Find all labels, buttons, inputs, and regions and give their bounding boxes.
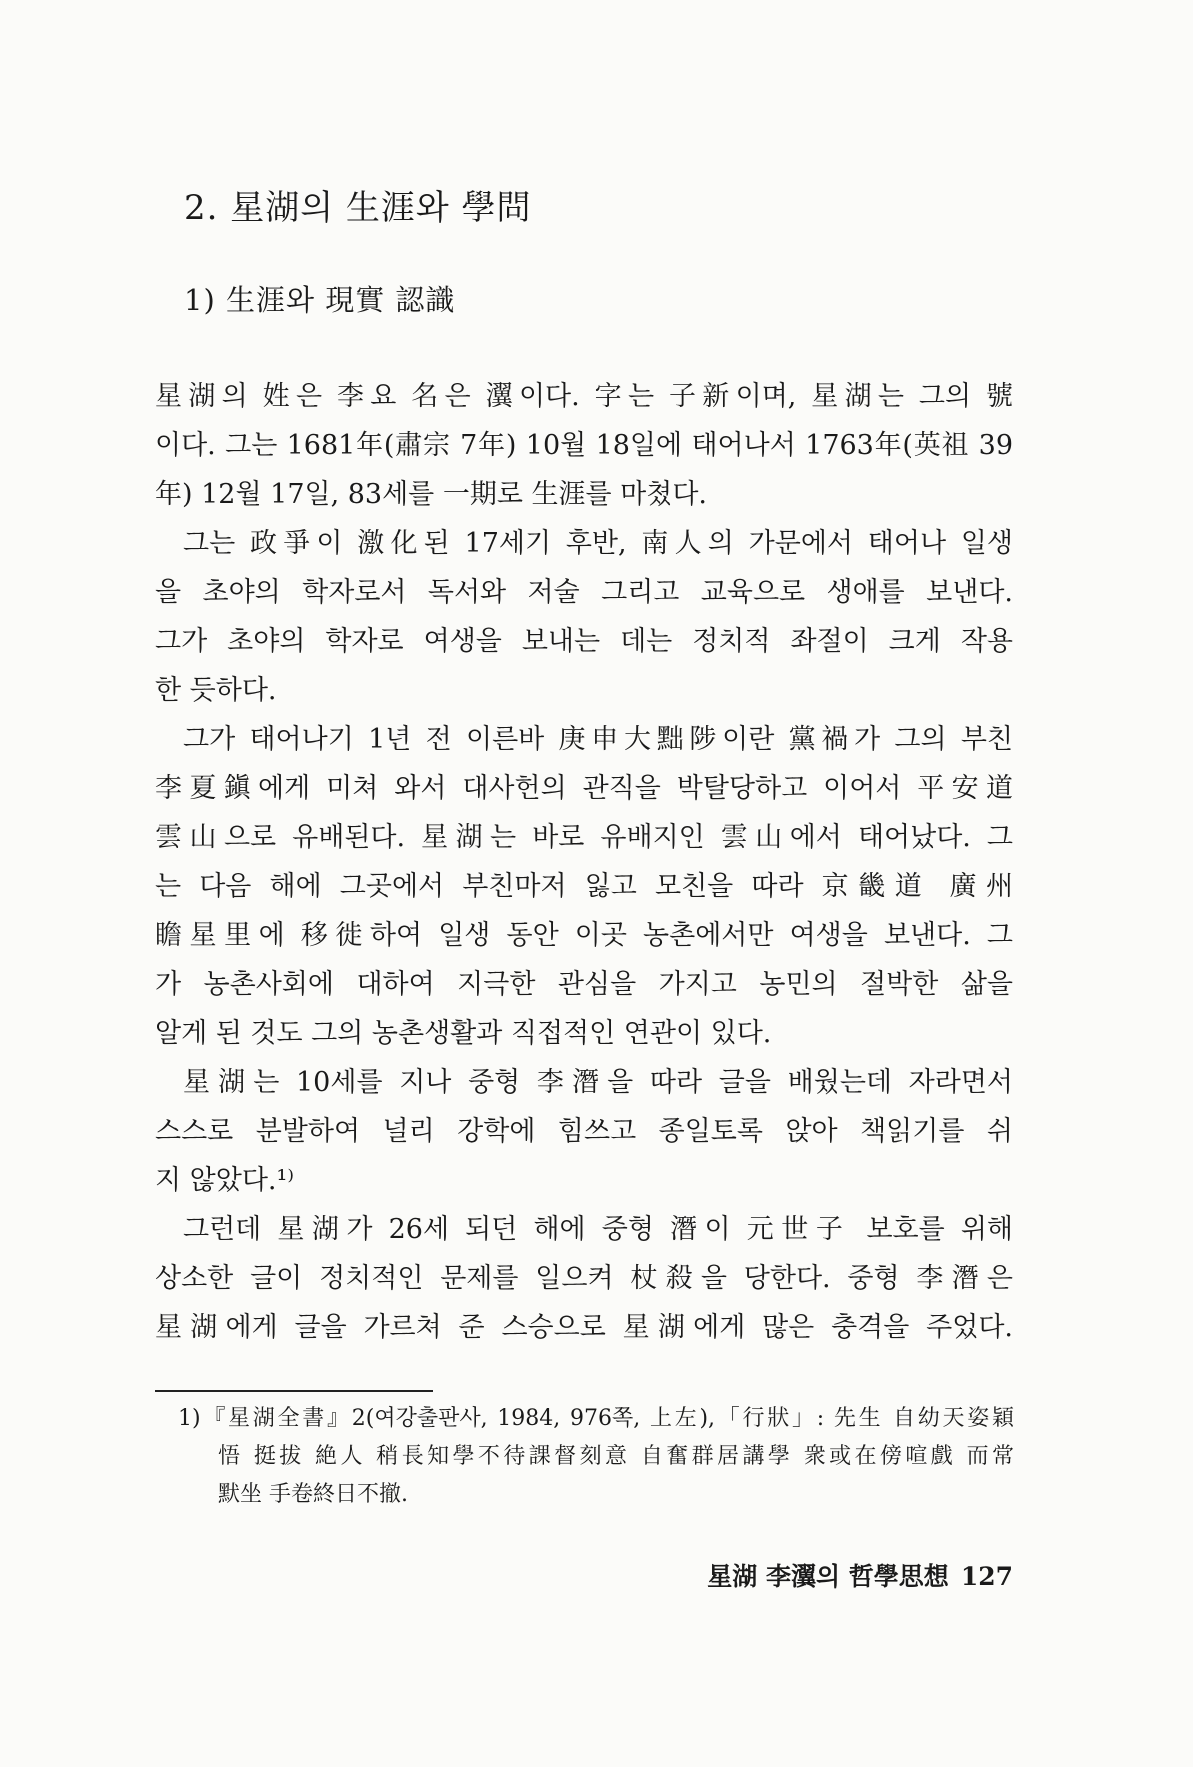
body-line: 그가 태어나기 1년 전 이른바 庚申大黜陟이란 黨禍가 그의 부친 (183, 724, 1013, 755)
body-line: 알게 된 것도 그의 농촌생활과 직접적인 연관이 있다. (155, 1018, 772, 1049)
body-line: 지 않았다.¹⁾ (155, 1165, 294, 1196)
footnote-line: 悟 挺拔 絶人 稍長知學不待課督刻意 自奮群居講學 衆或在傍喧戲 而常 (218, 1444, 1014, 1469)
footnote-line: 默坐 手卷終日不撤. (218, 1482, 408, 1507)
body-line: 을 초야의 학자로서 독서와 저술 그리고 교육으로 생애를 보낸다. (155, 577, 1013, 608)
body-line: 상소한 글이 정치적인 문제를 일으켜 杖殺을 당한다. 중형 李潛은 (155, 1263, 1013, 1294)
subsection-title: 1) 生涯와 現實 認識 (184, 283, 456, 317)
section-title: 2. 星湖의 生涯와 學問 (184, 188, 532, 228)
footnote (178, 1400, 1014, 1514)
body-line: 그런데 星湖가 26세 되던 해에 중형 潛이 元世子 보호를 위해 (183, 1214, 1013, 1245)
body-line: 는 다음 해에 그곳에서 부친마저 잃고 모친을 따라 京畿道 廣州 (155, 871, 1013, 902)
running-title: 星湖 李瀷의 哲學思想 (707, 1562, 949, 1591)
body-line: 雲山으로 유배된다. 星湖는 바로 유배지인 雲山에서 태어났다. 그 (155, 822, 1013, 853)
body-line: 이다. 그는 1681年(肅宗 7年) 10월 18일에 태어나서 1763年(英祖 39 (155, 430, 1013, 461)
body-line: 瞻星里에 移徙하여 일생 동안 이곳 농촌에서만 여생을 보낸다. 그 (155, 920, 1013, 951)
body-line: 星湖의 姓은 李요 名은 瀷이다. 字는 子新이며, 星湖는 그의 號 (155, 381, 1013, 412)
running-footer (707, 1557, 1013, 1593)
body-line: 李夏鎭에게 미쳐 와서 대사헌의 관직을 박탈당하고 이어서 平安道 (155, 773, 1013, 804)
body-line: 그가 초야의 학자로 여생을 보내는 데는 정치적 좌절이 크게 작용 (155, 626, 1013, 657)
body-line: 星湖는 10세를 지나 중형 李潛을 따라 글을 배웠는데 자라면서 (183, 1067, 1013, 1098)
body-line: 年) 12월 17일, 83세를 一期로 生涯를 마쳤다. (155, 479, 708, 510)
body-line: 가 농촌사회에 대하여 지극한 관심을 가지고 농민의 절박한 삶을 (155, 969, 1013, 1000)
page-number: 127 (960, 1562, 1013, 1591)
body-line: 그는 政爭이 激化된 17세기 후반, 南人의 가문에서 태어나 일생 (183, 528, 1013, 559)
body-text (155, 372, 1013, 1352)
body-line: 한 듯하다. (155, 675, 277, 706)
body-line: 星湖에게 글을 가르쳐 준 스승으로 星湖에게 많은 충격을 주었다. (155, 1312, 1013, 1343)
body-line: 스스로 분발하여 널리 강학에 힘쓰고 종일토록 앉아 책읽기를 쉬 (155, 1116, 1013, 1147)
footnote-divider (155, 1390, 433, 1392)
footnote-line: 1)『星湖全書』2(여강출판사, 1984, 976쪽, 上左),「行狀」: 先生 自幼天姿穎 (178, 1406, 1014, 1431)
